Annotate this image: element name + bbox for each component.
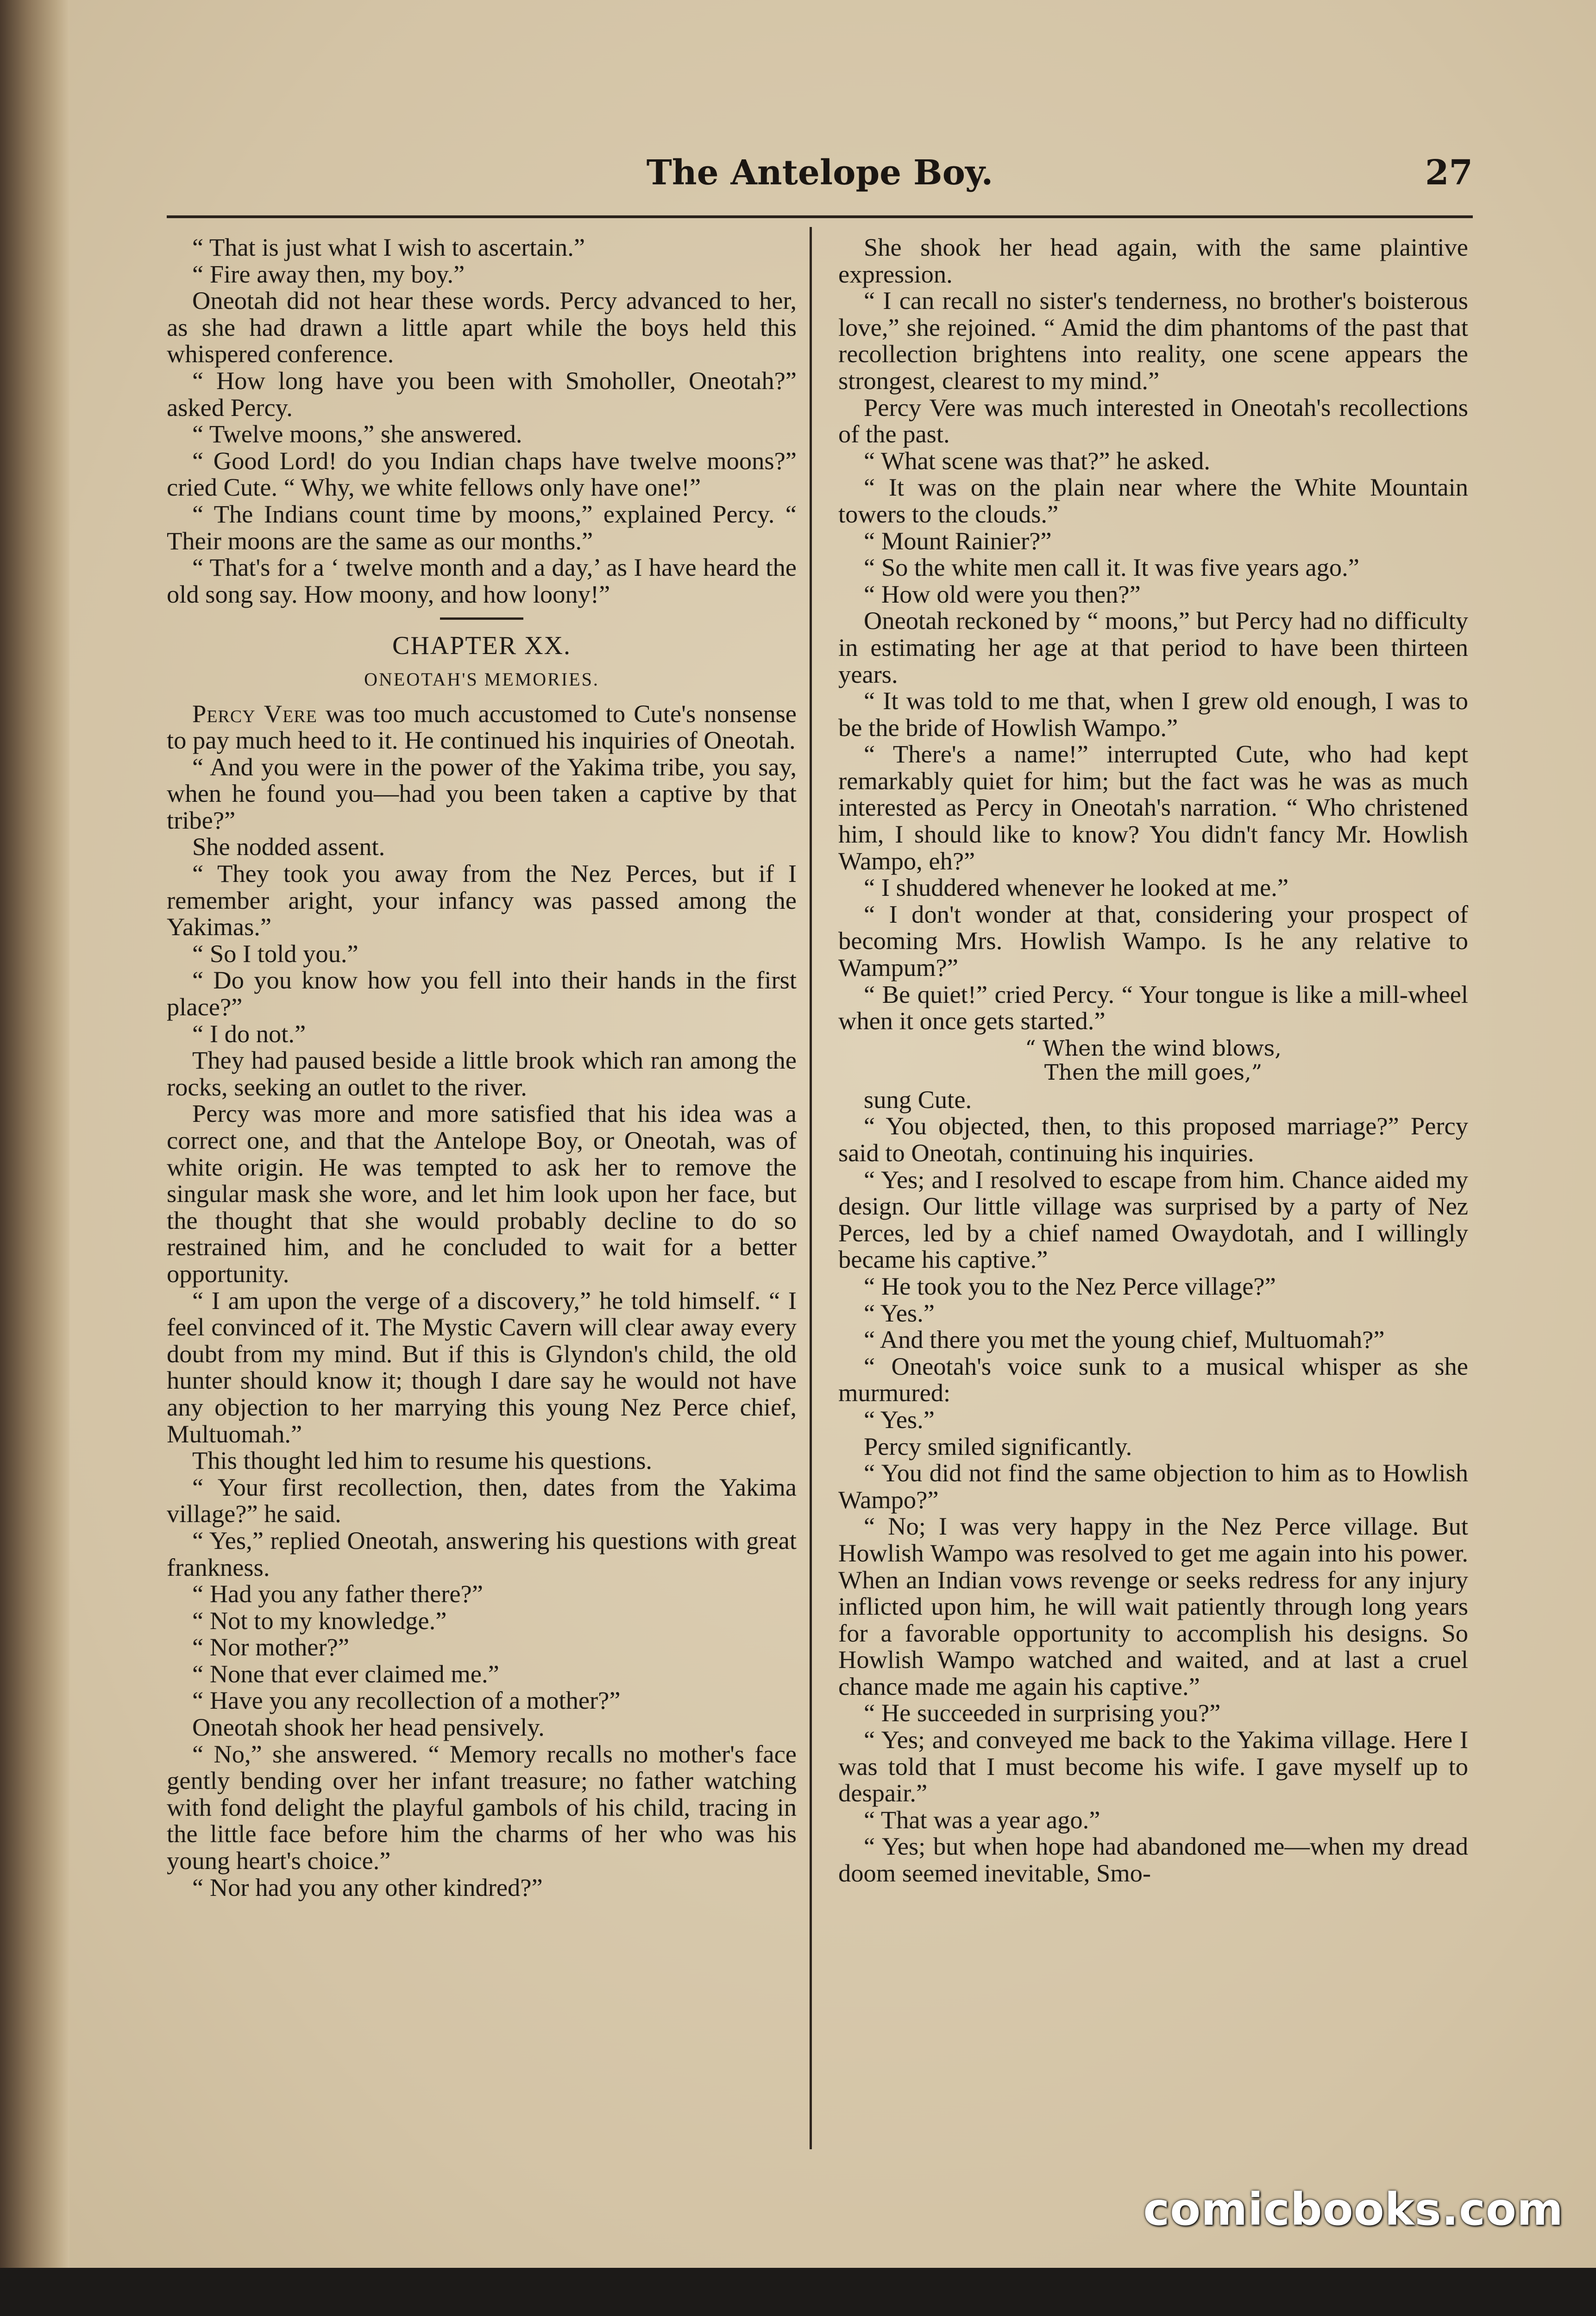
paragraph: “ There's a name!” interrupted Cute, who had kept remarkably quiet for him; but the fact was he was as much interested as Percy in Oneotah's narration. “ Who christened him, I should like to know? You didn't fancy Mr. Howlish Wampo, eh?” (838, 740, 1468, 875)
paragraph: “ I am upon the verge of a discovery,” he told himself. “ I feel convinced of it. The Mystic Cavern will clear away every doubt from my mind. But if this is Glyndon's child, the old hunter should know it; though I dare say he would not have any objection to her marrying this young Nez Perce chief, Multuomah.” (167, 1286, 797, 1448)
chapter-lead-words: Percy Vere (192, 699, 317, 728)
paragraph: “ Do you know how you fell into their hands in the first place?” (167, 966, 797, 1021)
page-number: 27 (1425, 153, 1473, 193)
paragraph: “ How old were you then?” (864, 579, 1141, 608)
paragraph: “ Mount Rainier?” (864, 526, 1052, 555)
scan-background-edge (0, 2268, 1596, 2316)
paragraph: “ Yes.” (864, 1298, 935, 1327)
paragraph: “ None that ever claimed me.” (192, 1659, 499, 1688)
paragraph: Percy Vere was much interested in Oneotah's recollections of the past. (838, 393, 1468, 448)
paragraph: Percy was more and more satisfied that his idea was a correct one, and that the Antelope Boy, or Oneotah, was of white origin. He was tempted to ask her to remove the singular mask she wore, and let him look upon her face, but the thought that she would probably decline to do so restrained him, and he concluded to wait for a better opportunity. (167, 1099, 797, 1288)
running-head: The Antelope Boy. (646, 153, 993, 193)
paragraph: Oneotah did not hear these words. Percy advanced to her, as she had drawn a little apart while the boys held this whispered conference. (167, 286, 797, 368)
chapter-subtitle: ONEOTAH'S MEMORIES. (364, 668, 599, 690)
section-rule (440, 617, 523, 620)
right-paragraphs-before (838, 234, 1468, 1034)
right-column (838, 234, 1468, 1887)
left-paragraphs-before (167, 234, 797, 607)
paragraph: “ He succeeded in surprising you?” (864, 1699, 1221, 1727)
header-rule (167, 215, 1473, 218)
paragraph: “ Yes; and I resolved to escape from him. Chance aided my design. Our little village was surprised by a party of Nez Perces, led by a chief named Owaydotah, and I willingly became his captive.” (838, 1165, 1468, 1274)
paragraph: “ What scene was that?” he asked. (864, 446, 1211, 475)
paragraph: “ You objected, then, to this proposed marriage?” Percy said to Oneotah, continuing his inquiries. (838, 1112, 1468, 1167)
verse-line: “ When the wind blows, (1025, 1035, 1282, 1061)
watermark: comicbooks.com (1143, 2184, 1564, 2235)
paragraph: “ The Indians count time by moons,” explained Percy. “ Their moons are the same as our months.” (167, 499, 797, 555)
paragraph: “ Your first recollection, then, dates from the Yakima village?” he said. (167, 1473, 797, 1528)
paragraph: “ It was told to me that, when I grew old enough, I was to be the bride of Howlish Wampo.” (838, 686, 1468, 742)
paragraph: “ Good Lord! do you Indian chaps have twelve moons?” cried Cute. “ Why, we white fellows only have one!” (167, 446, 797, 502)
paragraph: “ Nor mother?” (192, 1633, 349, 1661)
paragraph: “ Nor had you any other kindred?” (192, 1873, 543, 1901)
paragraph: “ How long have you been with Smoholler, Oneotah?” asked Percy. (167, 366, 797, 422)
paragraph: “ They took you away from the Nez Perces, but if I remember aright, your infancy was passed among the Yakimas.” (167, 859, 797, 941)
paragraph: “ I can recall no sister's tenderness, no brother's boisterous love,” she rejoined. “ Amid the dim phantoms of the past that recollection brightens into reality, one scene appears the strongest, clearest to my mind.” (838, 286, 1468, 395)
column-divider (810, 227, 812, 2149)
paragraph: sung Cute. (864, 1085, 972, 1114)
paragraph: “ And you were in the power of the Yakima tribe, you say, when he found you—had you been taken a captive by that tribe?” (167, 752, 797, 834)
chapter-first-paragraph (167, 700, 797, 754)
chapter-title: CHAPTER XX. (392, 631, 572, 661)
paragraph: “ Be quiet!” cried Percy. “ Your tongue is like a mill-wheel when it once gets started.” (838, 980, 1468, 1035)
paragraph: “ No,” she answered. “ Memory recalls no mother's face gently bending over her infant treasure; no father watching with fond delight the playful gambols of his child, tracing in the little face before him the charms of her who was his young heart's choice.” (167, 1739, 797, 1875)
paragraph: “ Fire away then, my boy.” (192, 259, 465, 288)
paragraph: “ He took you to the Nez Perce village?” (864, 1271, 1276, 1300)
paragraph: “ So I told you.” (192, 939, 358, 968)
paragraph: “ I don't wonder at that, considering your prospect of becoming Mrs. Howlish Wampo. Is he any relative to Wampum?” (838, 900, 1468, 982)
paragraph: “ That was a year ago.” (864, 1805, 1100, 1834)
paragraph: She nodded assent. (192, 832, 385, 861)
left-paragraphs-after (167, 754, 797, 1901)
verse-quote (838, 1036, 1468, 1084)
paragraph: “ Twelve moons,” she answered. (192, 420, 522, 448)
paragraph: “ Yes; and conveyed me back to the Yakima village. Here I was told that I must become his wife. I gave myself up to despair.” (838, 1725, 1468, 1807)
paragraph: “ Yes.” (864, 1405, 935, 1434)
verse-line: Then the mill goes,” (1044, 1059, 1263, 1085)
book-spine (0, 0, 69, 2316)
paragraph: “ You did not find the same objection to him as to Howlish Wampo?” (838, 1459, 1468, 1514)
paragraph: “ That's for a ‘ twelve month and a day,’ as I have heard the old song say. How moony, and how loony!” (167, 553, 797, 608)
paragraph: “ Have you any recollection of a mother?” (192, 1686, 621, 1715)
paragraph: Percy smiled significantly. (864, 1432, 1132, 1460)
paragraph: This thought led him to resume his questions. (192, 1446, 653, 1475)
paragraph: “ So the white men call it. It was five years ago.” (864, 553, 1359, 582)
paragraph: “ Oneotah's voice sunk to a musical whisper as she murmured: (838, 1352, 1468, 1407)
paragraph: They had paused beside a little brook which ran among the rocks, seeking an outlet to the river. (167, 1046, 797, 1101)
paragraph: “ It was on the plain near where the White Mountain towers to the clouds.” (838, 473, 1468, 528)
chapter-first-paragraph-text: was too much accustomed to Cute's nonsense to pay much heed to it. He continued his inquiries of Oneotah. (167, 699, 797, 755)
paragraph: “ No; I was very happy in the Nez Perce village. But Howlish Wampo was resolved to get me again into his power. When an Indian vows revenge or seeks redress for any injury inflicted upon him, he will wait patiently through long years for a favorable opportunity to accomplish his designs. So Howlish Wampo watched and waited, and at last a cruel chance made me again his captive.” (838, 1512, 1468, 1700)
paragraph: “ And there you met the young chief, Multuomah?” (864, 1325, 1385, 1354)
paragraph: “ I do not.” (192, 1019, 306, 1048)
page-header (167, 153, 1473, 208)
paragraph: “ I shuddered whenever he looked at me.” (864, 873, 1289, 902)
paragraph: “ Had you any father there?” (192, 1580, 483, 1608)
paragraph: She shook her head again, with the same plaintive expression. (838, 233, 1468, 288)
right-paragraphs-after (838, 1086, 1468, 1887)
paragraph: “ Yes,” replied Oneotah, answering his questions with great frankness. (167, 1526, 797, 1581)
paragraph: “ Not to my knowledge.” (192, 1606, 447, 1635)
paragraph: Oneotah shook her head pensively. (192, 1713, 545, 1742)
paragraph: “ That is just what I wish to ascertain.” (192, 233, 585, 261)
left-column (167, 234, 797, 1901)
paragraph: Oneotah reckoned by “ moons,” but Percy had no difficulty in estimating her age at that period to have been thirteen years. (838, 606, 1468, 688)
paragraph: “ Yes; but when hope had abandoned me—when my dread doom seemed inevitable, Smo- (838, 1832, 1468, 1888)
